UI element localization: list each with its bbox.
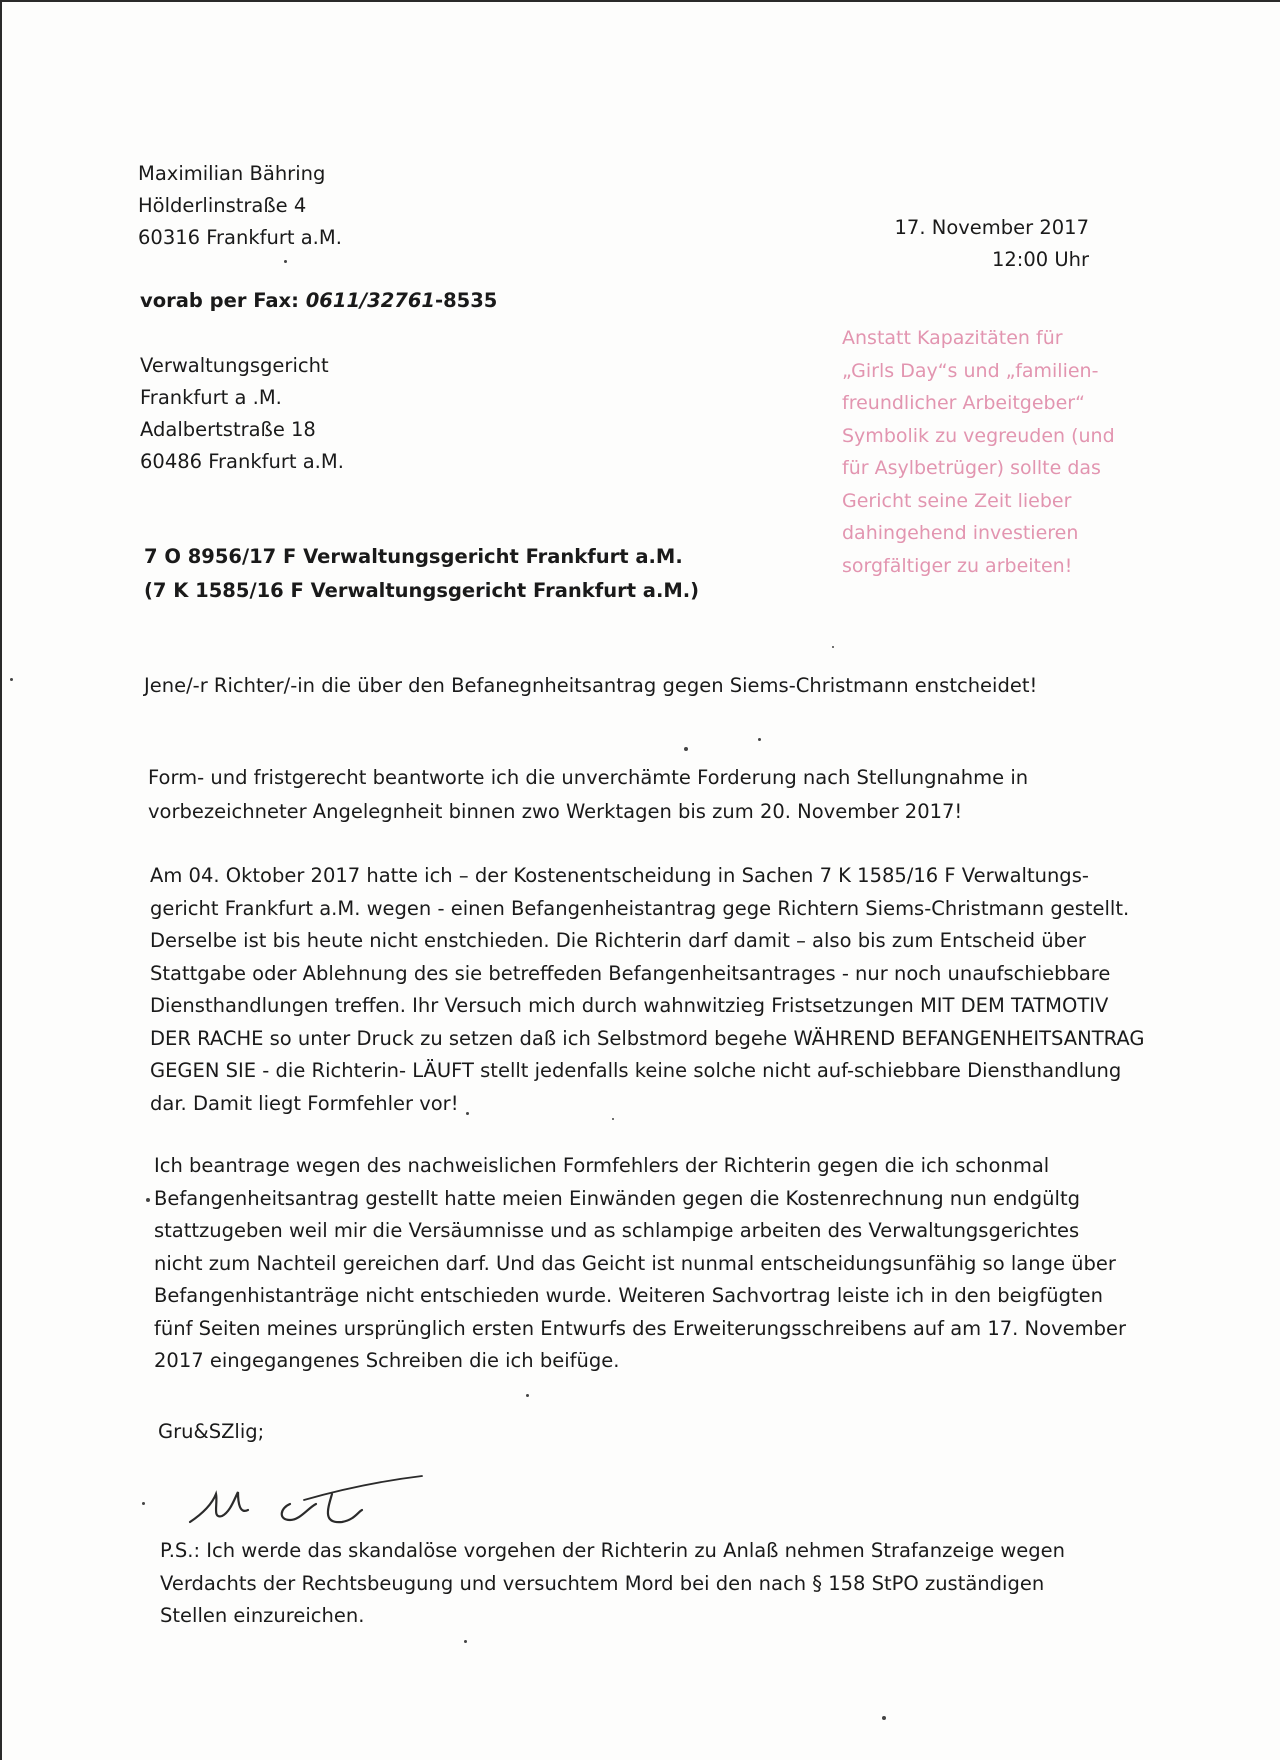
- paragraph-line: Form- und fristgerecht beantworte ich die unverchämte Forderung nach Stellungnahme in: [148, 766, 1029, 789]
- salutation-addressee: [144, 670, 1037, 702]
- postscript-line: Stellen einzureichen.: [160, 1604, 365, 1627]
- postscript: [160, 1535, 1065, 1633]
- scan-speck: [10, 678, 13, 681]
- sender-street: Hölderlinstraße 4: [138, 194, 307, 217]
- fax-line: [140, 285, 497, 317]
- case-reference-1: 7 O 8956/17 F Verwaltungsgericht Frankfurt a.M.: [144, 545, 683, 568]
- fax-number-part1: 0611/32761: [305, 289, 435, 312]
- paragraph-line: GEGEN SIE - die Richterin- LÄUFT stellt jedenfalls keine solche nicht auf-schiebbare Diensthandlung: [150, 1059, 1122, 1082]
- side-note-line: „Girls Day“s und „familien-: [842, 359, 1099, 382]
- side-note-line: Symbolik zu vegreuden (und: [842, 424, 1115, 447]
- paragraph-line: Am 04. Oktober 2017 hatte ich – der Kostenentscheidung in Sachen 7 K 1585/16 F Verwaltungs-: [150, 864, 1089, 887]
- closing-greeting: [158, 1416, 264, 1448]
- recipient-line-1: Verwaltungsgericht: [140, 354, 329, 377]
- recipient-line-4: 60486 Frankfurt a.M.: [140, 450, 344, 473]
- recipient-address: [140, 350, 344, 478]
- paragraph-line: nicht zum Nachteil gereichen darf. Und das Geicht ist nunmal entscheidungsunfähig so lange über: [154, 1251, 1116, 1275]
- recipient-line-2: Frankfurt a .M.: [140, 386, 282, 409]
- paragraph-line: DER RACHE so unter Druck zu setzen daß ich Selbstmord begehe WÄHREND BEFANGENHEITSANTRAG: [150, 1026, 1145, 1050]
- side-note-line: freundlicher Arbeitgeber“: [842, 392, 1085, 414]
- date-text: 17. November 2017: [894, 216, 1089, 239]
- paragraph-line: gericht Frankfurt a.M. wegen - einen Befangenheistantrag gege Richtern Siems-Christmann gestellt.: [150, 896, 1130, 920]
- postscript-line: P.S.: Ich werde das skandalöse vorgehen der Richterin zu Anlaß nehmen Strafanzeige wegen: [160, 1539, 1065, 1562]
- case-reference-2: (7 K 1585/16 F Verwaltungsgericht Frankfurt a.M.): [144, 579, 700, 602]
- letter-date: [895, 212, 1089, 276]
- postscript-line: Verdachts der Rechtsbeugung und versuchtem Mord bei den nach § 158 StPO zuständigen: [160, 1571, 1045, 1595]
- scan-speck: [466, 1112, 469, 1115]
- scan-speck: [526, 1394, 529, 1397]
- side-note-line: dahingehend investieren: [842, 522, 1079, 544]
- scan-speck: [684, 747, 688, 751]
- side-note: [842, 322, 1115, 582]
- paragraph-1: [148, 761, 1028, 829]
- sender-city: 60316 Frankfurt a.M.: [138, 226, 342, 249]
- scan-speck: [758, 738, 761, 741]
- time-text: 12:00 Uhr: [991, 248, 1089, 271]
- paragraph-line: Derselbe ist bis heute nicht enstchieden. Die Richterin darf damit – also bis zum Entscheid über: [150, 929, 1086, 952]
- handwritten-signature: [182, 1464, 442, 1544]
- paragraph-line: Befangenheitsantrag gestellt hatte meien Einwänden gegen die Kostenrechnung nun endgültg: [154, 1186, 1080, 1210]
- side-note-line: Gericht seine Zeit lieber: [842, 489, 1072, 512]
- scan-speck: [146, 1198, 150, 1202]
- paragraph-line: Ich beantrage wegen des nachweislichen Formfehlers der Richterin gegen die ich schonmal: [154, 1154, 1050, 1177]
- side-note-line: Anstatt Kapazitäten für: [842, 327, 1063, 349]
- scan-speck: [464, 1640, 467, 1643]
- scan-speck: [612, 1118, 614, 1120]
- paragraph-line: 2017 eingegangenes Schreiben die ich beifüge.: [154, 1349, 620, 1372]
- scan-speck: [832, 646, 834, 648]
- fax-number-part2: -8535: [434, 289, 498, 312]
- paragraph-3: [154, 1150, 1126, 1378]
- paragraph-line: Befangenhistanträge nicht entschieden wurde. Weiteren Sachvortrag leiste ich in den beigfügten: [154, 1284, 1104, 1307]
- closing-text: Gru&SZlig;: [158, 1420, 265, 1443]
- addressee-text: Jene/-r Richter/-in die über den Befanegnheitsantrag gegen Siems-Christmann enstcheidet!: [144, 674, 1038, 697]
- side-note-line: für Asylbetrüger) sollte das: [842, 457, 1101, 479]
- paragraph-line: Diensthandlungen treffen. Ihr Versuch mich durch wahnwitzieg Fristsetzungen MIT DEM TATMOTIV: [150, 994, 1109, 1017]
- paragraph-line: vorbezeichneter Angelegnheit binnen zwo Werktagen bis zum 20. November 2017!: [148, 800, 963, 823]
- case-references: [144, 540, 699, 608]
- paragraph-line: dar. Damit liegt Formfehler vor!: [150, 1091, 459, 1115]
- fax-label: vorab per Fax:: [140, 289, 306, 312]
- paragraph-2: [150, 860, 1145, 1120]
- scan-speck: [142, 1502, 145, 1505]
- scan-speck: [882, 1716, 886, 1720]
- recipient-line-3: Adalbertstraße 18: [140, 418, 316, 441]
- paragraph-line: Stattgabe oder Ablehnung des sie betreffeden Befangenheitsantrages - nur noch unaufschiebbare: [150, 961, 1111, 985]
- side-note-line: sorgfältiger zu arbeiten!: [842, 554, 1073, 577]
- sender-name: Maximilian Bähring: [138, 162, 326, 185]
- paragraph-line: fünf Seiten meines ursprünglich ersten Entwurfs des Erweiterungsschreibens auf am 17. November: [154, 1316, 1127, 1340]
- sender-address: [138, 158, 342, 254]
- paragraph-line: stattzugeben weil mir die Versäumnisse und as schlampige arbeiten des Verwaltungsgerichtes: [154, 1219, 1080, 1242]
- scan-speck: [284, 260, 287, 263]
